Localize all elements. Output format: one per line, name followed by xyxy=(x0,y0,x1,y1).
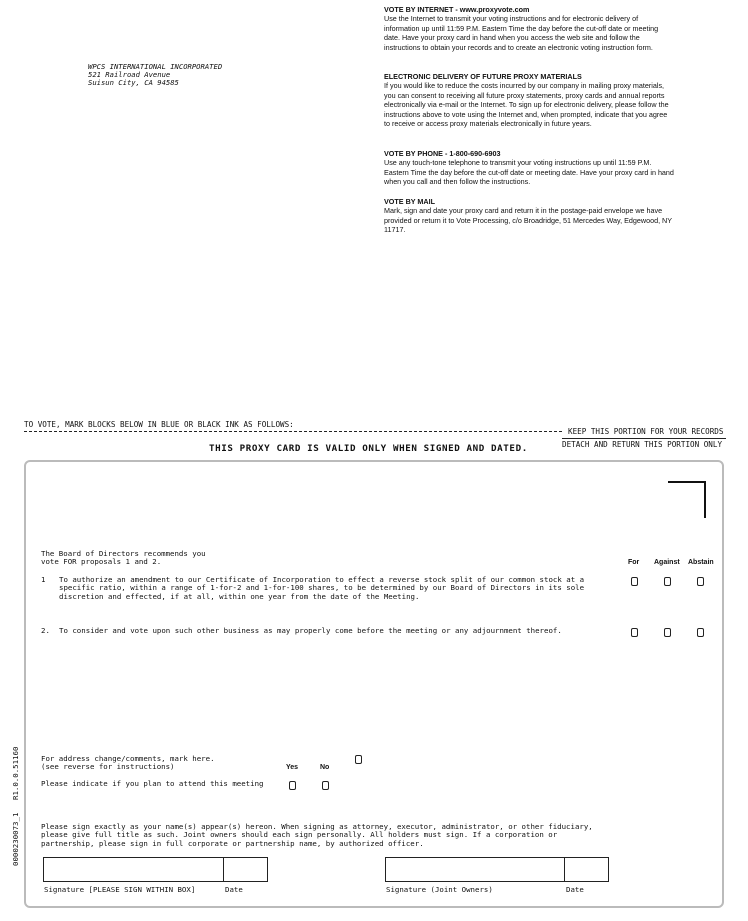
side-code-2: 0000230073_1 xyxy=(11,812,20,866)
internet-heading: VOTE BY INTERNET - www.proxyvote.com xyxy=(384,5,530,14)
mail-body: Mark, sign and date your proxy card and return it in the postage-paid envelope we have provided or return it to Vote Processing, c/o Broadridge, 51 Mercedes Way, Edgewood, NY 11717. xyxy=(384,206,672,235)
vote-by-internet xyxy=(384,5,674,52)
attend-yes-label: Yes xyxy=(286,764,299,771)
signature-instruction-line: please give full title as such. Joint owners should each sign personally. All holders must sign. If a corporation or xyxy=(41,830,558,840)
detach-solid-line xyxy=(562,438,726,439)
address-change-line-2: (see reverse for instructions) xyxy=(41,762,175,772)
column-for: For xyxy=(628,559,640,566)
proposal-1-against-checkbox[interactable] xyxy=(664,577,671,586)
column-against: Against xyxy=(654,559,680,566)
side-code-1: R1.0.0.51160 xyxy=(11,746,20,800)
joint-signature-box[interactable] xyxy=(385,857,565,882)
valid-notice: THIS PROXY CARD IS VALID ONLY WHEN SIGNED AND DATED. xyxy=(209,443,528,454)
board-recommendation xyxy=(41,550,206,567)
proposal-2-number: 2. xyxy=(41,626,50,635)
detach-dashed-line xyxy=(24,431,562,432)
detach-portion-label: DETACH AND RETURN THIS PORTION ONLY xyxy=(562,440,723,449)
proposal-2-against-checkbox[interactable] xyxy=(664,628,671,637)
date-box[interactable] xyxy=(223,857,268,882)
signature-instruction-line: Please sign exactly as your name(s) appear(s) hereon. When signing as attorney, executor, administrator, or other fiduciary, xyxy=(41,822,593,831)
keep-portion-label: KEEP THIS PORTION FOR YOUR RECORDS xyxy=(568,427,724,436)
address-change-label xyxy=(41,755,215,772)
proposal-1-for-checkbox[interactable] xyxy=(631,577,638,586)
proposal-1-text xyxy=(59,576,584,601)
attend-no-checkbox[interactable] xyxy=(322,781,329,790)
attend-no-label: No xyxy=(320,764,330,771)
company-name: WPCS INTERNATIONAL INCORPORATED xyxy=(88,62,223,71)
signature-instruction-line: partnership, please sign in full corporate or partnership name, by authorized officer. xyxy=(41,838,424,848)
proposal-2-abstain-checkbox[interactable] xyxy=(697,628,704,637)
registration-corner-mark xyxy=(668,481,706,518)
column-abstain: Abstain xyxy=(688,559,714,566)
joint-date-box[interactable] xyxy=(564,857,609,882)
signature-label: Signature [PLEASE SIGN WITHIN BOX] xyxy=(44,885,196,894)
attend-meeting-label: Please indicate if you plan to attend this meeting xyxy=(41,779,264,788)
proposal-1-line: To authorize an amendment to our Certificate of Incorporation to effect a reverse stock split of our common stock at a xyxy=(59,575,585,584)
signature-box[interactable] xyxy=(43,857,224,882)
proposal-2-text: To consider and vote upon such other business as may properly come before the meeting or any adjournment thereof. xyxy=(59,626,562,635)
internet-body: Use the Internet to transmit your voting instructions and for electronic delivery of information up until 11:59 P.M. Eastern Time the day before the cut-off date or meeting date. Have your proxy card in hand when you access the web site and follow the instructions to obtain your records and to create an electronic voting instruction form. xyxy=(384,14,659,52)
phone-body: Use any touch-tone telephone to transmit your voting instructions up until 11:59 P.M. Eastern Time the day before the cut-off date or meeting date. Have your proxy card in hand when you call and then follow the instructions. xyxy=(384,158,674,187)
attend-yes-checkbox[interactable] xyxy=(289,781,296,790)
return-address xyxy=(88,63,222,87)
electronic-delivery-heading: ELECTRONIC DELIVERY OF FUTURE PROXY MATERIALS xyxy=(384,72,582,81)
joint-signature-label: Signature (Joint Owners) xyxy=(386,885,493,894)
proposal-1-number: 1 xyxy=(41,575,46,584)
electronic-delivery xyxy=(384,72,674,128)
proposal-1-line: specific ratio, within a range of 1-for-2 and 1-for-100 shares, to be determined by our Board of Directors in its sole xyxy=(59,583,585,593)
recommendation-line-2: vote FOR proposals 1 and 2. xyxy=(41,557,162,567)
mail-heading: VOTE BY MAIL xyxy=(384,197,435,206)
vote-by-mail xyxy=(384,197,674,235)
address-change-line-1: For address change/comments, mark here. xyxy=(41,754,215,763)
proposal-2-for-checkbox[interactable] xyxy=(631,628,638,637)
phone-heading: VOTE BY PHONE - 1-800-690-6903 xyxy=(384,149,501,158)
street-address: 521 Railroad Avenue xyxy=(88,70,171,79)
recommendation-line-1: The Board of Directors recommends you xyxy=(41,549,206,558)
proposal-1-line: discretion and effected, if at all, within one year from the date of the Meeting. xyxy=(59,591,420,601)
signature-instructions xyxy=(41,823,593,848)
proposal-1-abstain-checkbox[interactable] xyxy=(697,577,704,586)
vote-by-phone xyxy=(384,149,674,187)
address-change-checkbox[interactable] xyxy=(355,755,362,764)
electronic-delivery-body: If you would like to reduce the costs incurred by our company in mailing proxy materials, you can consent to receiving all future proxy statements, proxy cards and annual reports electronically via e-mail or the Internet. To sign up for electronic delivery, please follow the instructions above to vote using the Internet and, when prompted, indicate that you agree to receive or access proxy materials electronically in future years. xyxy=(384,81,669,129)
mark-blocks-instruction: TO VOTE, MARK BLOCKS BELOW IN BLUE OR BLACK INK AS FOLLOWS: xyxy=(24,420,294,429)
city-state-zip: Suisun City, CA 94585 xyxy=(88,78,179,87)
joint-date-label: Date xyxy=(566,885,584,894)
date-label: Date xyxy=(225,885,243,894)
